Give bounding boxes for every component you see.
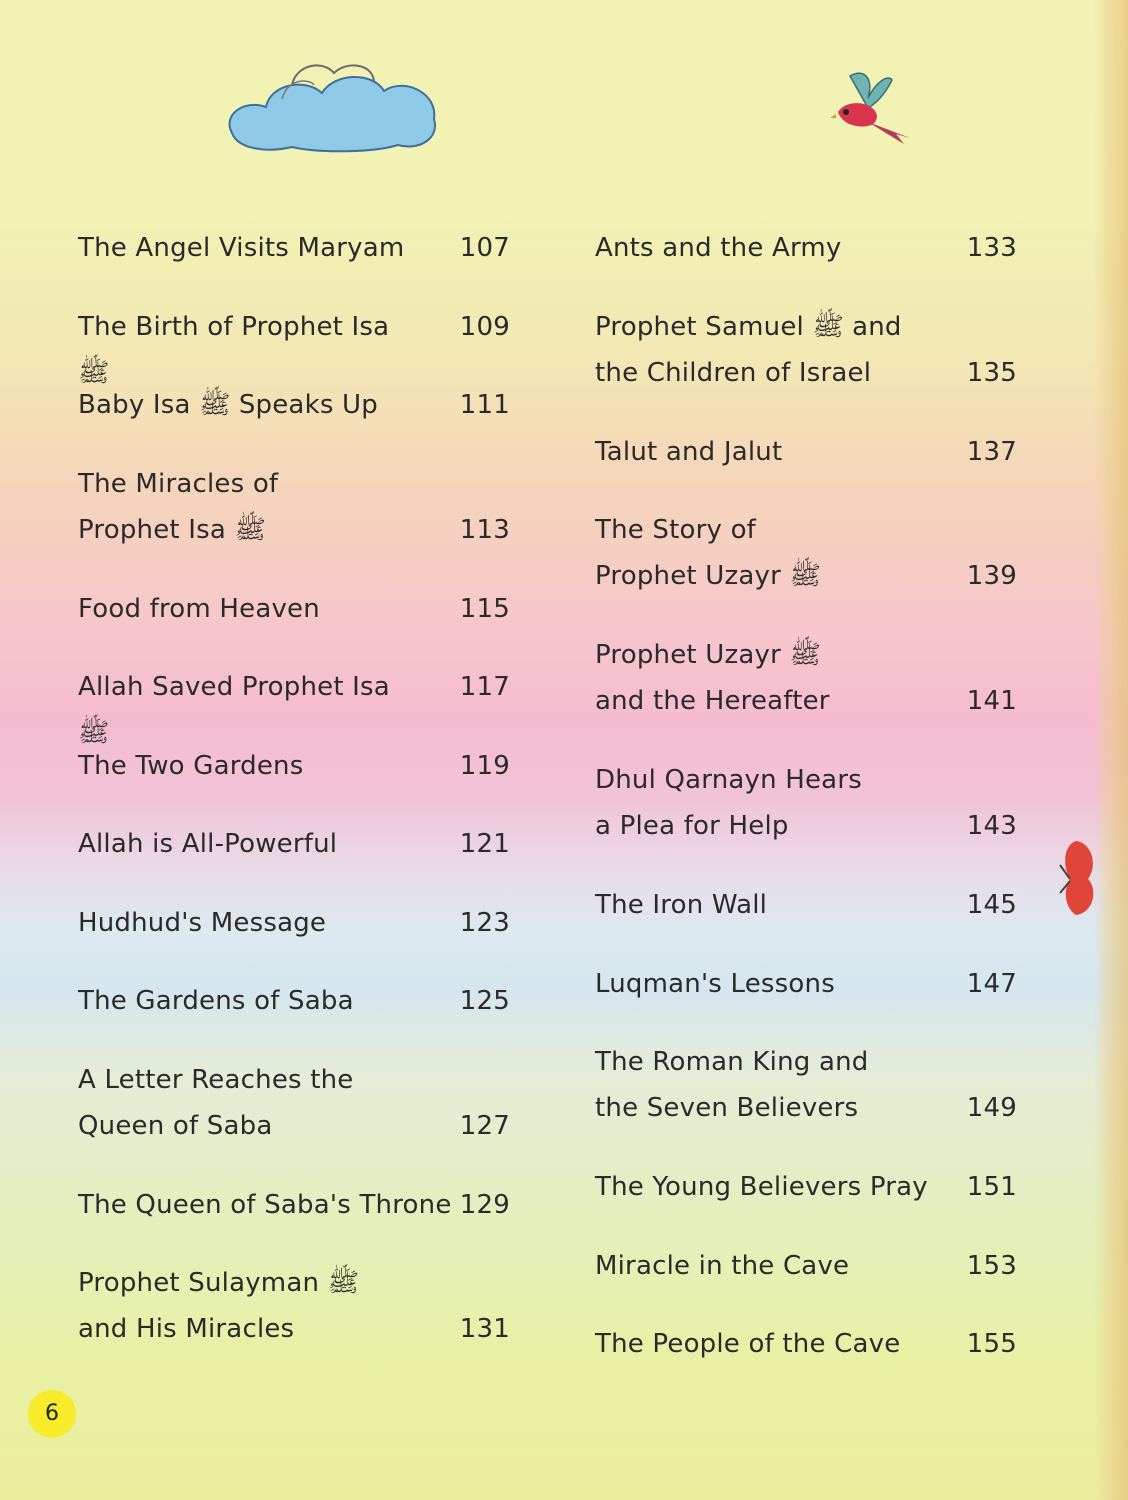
toc-entry-title: Prophet Uzayr ﷺ and the Hereafter: [595, 640, 830, 716]
toc-entry[interactable]: [78, 978, 510, 1057]
toc-entry[interactable]: [78, 1057, 510, 1182]
toc-entry-page: 155: [966, 1329, 1017, 1359]
toc-entry-title: Allah is All-Powerful: [78, 829, 338, 859]
toc-entry-page: 119: [459, 750, 510, 781]
toc-entry[interactable]: [78, 664, 510, 748]
toc-entry[interactable]: [595, 507, 1025, 632]
toc-entry-title: The Iron Wall: [595, 890, 768, 920]
toc-entry[interactable]: [595, 1039, 1025, 1164]
toc-entry-page: 121: [459, 829, 510, 859]
toc-entry-page: 151: [966, 1172, 1017, 1202]
toc-entry-title: The Gardens of Saba: [78, 986, 354, 1016]
toc-entry[interactable]: [595, 304, 1025, 429]
toc-entry-page: 131: [459, 1314, 510, 1344]
cloud-icon: [222, 55, 444, 155]
toc-entry[interactable]: [595, 882, 1025, 961]
toc-entry-page: 135: [966, 357, 1017, 388]
page-number: 6: [28, 1390, 76, 1438]
toc-entry-page: 109: [459, 311, 510, 342]
toc-entry-title: Miracle in the Cave: [595, 1250, 850, 1281]
toc-entry-title: Prophet Samuel ﷺ and the Children of Israel: [595, 311, 902, 388]
toc-entry-title: Prophet Sulayman ﷺ and His Miracles: [78, 1268, 360, 1344]
toc-entry-page: 145: [966, 890, 1017, 920]
toc-entry[interactable]: [78, 461, 510, 586]
toc-right-column: [595, 225, 1025, 1400]
toc-entry-title: The Young Believers Pray: [595, 1172, 928, 1202]
toc-entry[interactable]: [78, 900, 510, 979]
toc-entry[interactable]: [78, 225, 510, 304]
toc-entry-page: 129: [459, 1189, 510, 1220]
toc-entry[interactable]: [595, 961, 1025, 1040]
toc-entry-title: The Story of Prophet Uzayr ﷺ: [595, 515, 821, 591]
toc-entry[interactable]: [78, 304, 510, 388]
toc-entry[interactable]: [595, 632, 1025, 757]
toc-entry[interactable]: [595, 1164, 1025, 1243]
toc-entry-title: The People of the Cave: [595, 1329, 901, 1359]
toc-entry-title: Talut and Jalut: [595, 436, 783, 467]
toc-entry[interactable]: [595, 225, 1025, 304]
toc-entry-page: 137: [966, 436, 1017, 467]
page-edge: [1094, 0, 1128, 1500]
toc-entry-title: The Two Gardens: [78, 750, 304, 781]
toc-entry-page: 141: [966, 686, 1017, 716]
toc-entry-title: Food from Heaven: [78, 593, 320, 624]
toc-entry-page: 117: [459, 672, 510, 702]
toc-entry-title: The Roman King and the Seven Believers: [595, 1047, 869, 1123]
toc-entry[interactable]: [78, 743, 510, 822]
toc-entry[interactable]: [78, 821, 510, 900]
toc-entry-page: 133: [966, 233, 1017, 263]
toc-entry[interactable]: [595, 1321, 1025, 1400]
toc-entry[interactable]: [78, 586, 510, 665]
toc-entry-page: 115: [459, 593, 510, 624]
toc-entry[interactable]: [78, 1182, 510, 1261]
toc-entry-title: Ants and the Army: [595, 233, 842, 263]
toc-entry-page: 149: [966, 1093, 1017, 1123]
toc-entry-title: Luqman's Lessons: [595, 968, 835, 999]
toc-entry-page: 107: [459, 233, 510, 263]
toc-entry[interactable]: [78, 1260, 510, 1385]
toc-entry-title: Baby Isa ﷺ Speaks Up: [78, 390, 378, 420]
toc-entry-title: The Angel Visits Maryam: [78, 233, 405, 263]
toc-entry-page: 139: [966, 561, 1017, 591]
toc-entry-title: A Letter Reaches the Queen of Saba: [78, 1064, 354, 1141]
toc-entry[interactable]: [595, 1243, 1025, 1322]
toc-entry-page: 153: [966, 1250, 1017, 1281]
toc-entry-page: 143: [966, 811, 1017, 841]
toc-entry-page: 113: [459, 514, 510, 545]
toc-entry-page: 111: [459, 390, 510, 420]
toc-left-column: [78, 225, 510, 1385]
toc-entry[interactable]: [595, 429, 1025, 508]
toc-entry[interactable]: [78, 382, 510, 461]
toc-entry-page: 125: [459, 986, 510, 1016]
toc-entry-title: The Birth of Prophet Isa ﷺ: [78, 311, 390, 388]
toc-entry-title: Hudhud's Message: [78, 907, 327, 938]
bird-icon: [828, 68, 918, 150]
toc-entry-page: 123: [459, 907, 510, 938]
toc-entry-title: The Miracles of Prophet Isa ﷺ: [78, 468, 279, 545]
toc-entry-page: 127: [459, 1110, 510, 1141]
toc-entry-title: Allah Saved Prophet Isa ﷺ: [78, 672, 390, 748]
toc-entry[interactable]: [595, 757, 1025, 882]
toc-entry-title: Dhul Qarnayn Hears a Plea for Help: [595, 765, 862, 841]
toc-entry-page: 147: [966, 968, 1017, 999]
butterfly-icon: [1052, 835, 1098, 919]
toc-entry-title: The Queen of Saba's Throne: [78, 1189, 452, 1220]
